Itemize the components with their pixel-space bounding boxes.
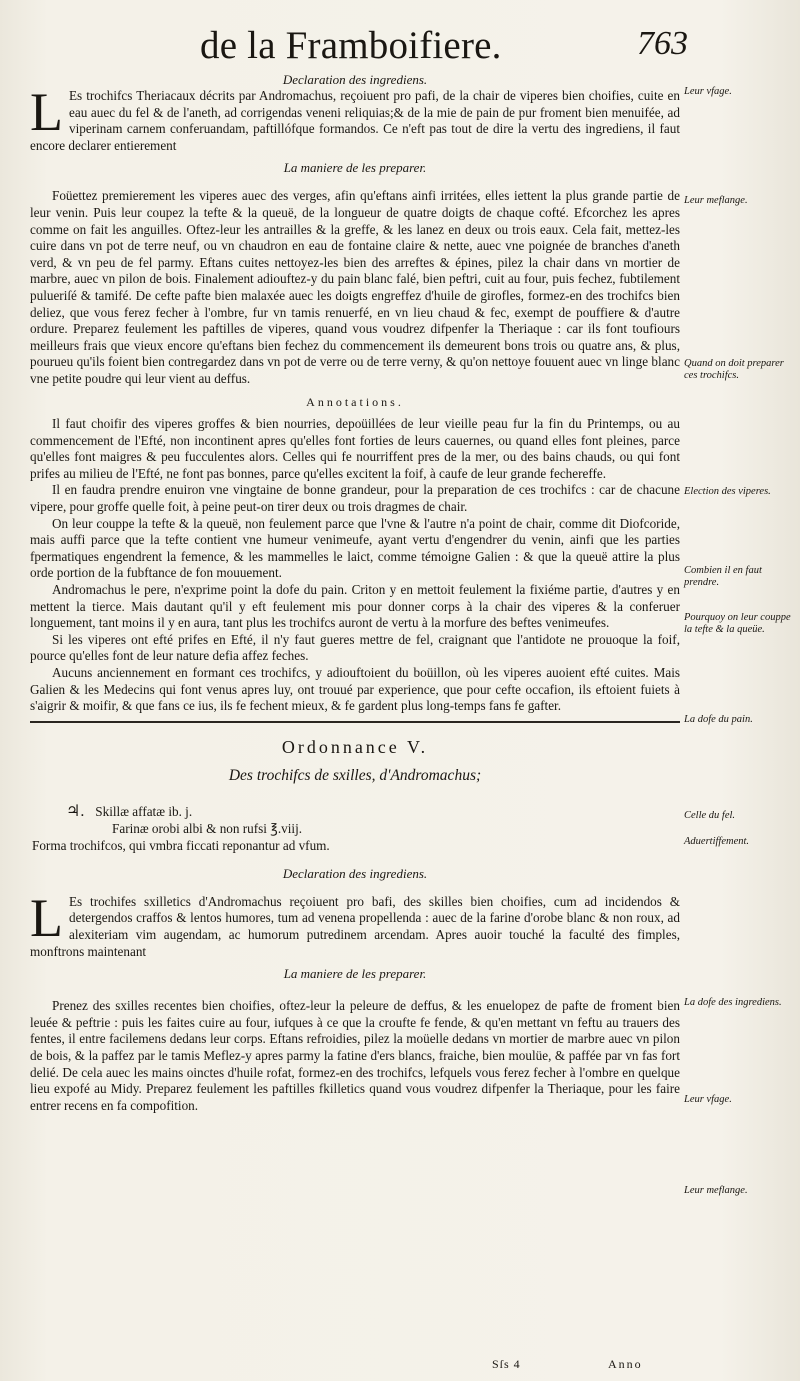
recipe-symbol: ♃.	[66, 802, 85, 820]
margin-note: Celle du fel.	[684, 810, 736, 821]
declaration-paragraph	[30, 887, 680, 960]
ordonnance-subtitle: Des trochifcs de sxilles, d'Andromachus;	[228, 766, 482, 784]
drop-cap: L	[30, 82, 63, 142]
running-title: de la Framboifiere.	[200, 24, 502, 67]
drop-cap: L	[30, 887, 63, 948]
ordonnance-title: Ordonnance V.	[281, 736, 429, 757]
margin-note: La dofe du pain.	[684, 714, 753, 725]
section-subheading-preparation: La maniere de les preparer.	[283, 966, 427, 982]
margin-note: Leur vfage.	[684, 86, 732, 97]
recipe-line-text: Skillæ affatæ ib. j.	[95, 803, 193, 819]
recipe-line: Forma trochifcos, qui vmbra ficcati reponantur ad vfum.	[32, 837, 330, 853]
section-subheading-declaration: Declaration des ingrediens.	[282, 865, 428, 881]
recipe-line	[30, 803, 680, 820]
recipe-line: Farinæ orobi albi & non rufsi ℥.viij.	[112, 820, 303, 836]
annotation-paragraph: Si les viperes ont efté prifes en Efté, il n'y faut gueres mettre de fel, craignant que l'antidote ne prouoque la foif, pource qu'elles font de leur nature defia affez feches.	[30, 631, 680, 664]
signature-mark: Sſs 4	[492, 1357, 521, 1371]
catchword: Anno	[608, 1357, 643, 1371]
page-header	[30, 22, 688, 72]
declaration-text: Es trochifes sxilletics d'Andromachus reçoiuent pro bafi, des skilles bien choifies, cum ad incidendos & detergendos craffos & lentos humores, tum ad venena propellenda : auec de la farine d'orobe blanc & non roux, ad alexiteriam vim augendam, ac humorum putredinem arcendam. Apres auoir touché la faculté des fimples, monftrons maintenant	[30, 893, 680, 959]
margin-note: Leur meflange.	[684, 195, 748, 206]
main-text-column	[30, 22, 688, 1114]
margin-note: Aduertiffement.	[684, 836, 750, 847]
annotation-paragraph: Il faut choifir des viperes groffes & bien nourries, depoüillées de leur vieille peau fur la fin du Printemps, ou au commencement de l'Efté, non incontinent apres qu'elles font forties de leurs cauernes, ou quand elles font pleines, parce qu'elles font maigres & peu fucculentes alors. Celles qui fe nourriffent pres de la mer, ou des bains chauds, ou qui font prifes au milieu de l'Efté, ne font pas bonnes, parce qu'elles excitent la foif, à caufe de leur grande fechereffe.	[30, 416, 680, 481]
margin-note: Quand on doit preparer ces trochifcs.	[684, 358, 784, 381]
annotations-heading: Annotations.	[306, 394, 404, 409]
annotation-paragraph: Andromachus le pere, n'exprime point la dofe du pain. Criton y en mettoit feulement la fixiéme partie, d'autres y en mettent la tierce. Mais dautant qu'il y eft feulement mis pour donner corps à la chair des viperes & la conferuer longuement, tant moins il y en aura, tant plus les trochifcs auront de vertu à la morfure des beftes venimeufes.	[30, 582, 680, 631]
margin-note: Pourquoy on leur couppe la tefte & la queüe.	[684, 612, 791, 635]
margin-note: Leur meflange.	[684, 1185, 748, 1196]
annotation-paragraph: Aucuns anciennement en formant ces trochifcs, y adiouftoient du boüillon, où les viperes auoient efté cuites. Mais Galien & les Medecins qui font venus apres luy, ont trouué par experience, que pour cefte occafion, ils eftoient fuiets à s'aigrir & moifir, & que fans ce ius, ils fe fechent mieux, & fe gardent plus long-temps fans fe gafter.	[30, 665, 680, 714]
preparation-paragraph: Prenez des sxilles recentes bien choifies, oftez-leur la peleure de deffus, & les enuelopez de pafte de froment bien leuée & peftrie : puis les faites cuire au four, iufques à ce que la croufte fe fende, & qu'en mettant vn feftu au trauers des fentes, il entre facilemens dedans leur corps. Eftans refroidies, pilez la moüelle dedans vn mortier de marbre auec vn pilon de bois, & la paffez par le tamis Meflez-y apres parmy la fatine d'ers blancs, fraiche, bien moulüe, & paffée par vn fas fort delié. De cela auec les mains oinctes d'huile rofat, formez-en des trochifcs, lefquels vous ferez fecher à l'ombre en quelque lieu expofé au Midy. Preparez feulement les paftilles fkilletics quand vous voudrez difpenfer la Theriaque, pour les faire entrer recens en fa compofition.	[30, 998, 680, 1113]
preparation-paragraph: Foüettez premierement les viperes auec des verges, afin qu'eftans ainfi irritées, elles iettent la plus grande partie de leur venin. Puis leur coupez la tefte & la queuë, de la longueur de quatre doigts de chaque cofté. Efcorchez les apres comme on fait les anguilles. Oftez-leur les antrailles & la greffe, & les lanez en deux ou trois eaux. Cela fait, mettez-les cuire dans vn pot de terre neuf, ou vn chaudron en eau de fontaine claire & nette, auec vne poignée de branches d'aneth verd, & vn peu de fel parmy. Eftans cuites nettoyez-les bien des arreftes & épines, pilez la chair dans vn mortier de marbre, auec vn pilon de bois. Finalement adiouftez-y du pain blanc falé, bien peftri, cuit au four, puis fechez, fubtilement pulueriſé & tamifé. De cefte pafte bien malaxée auec les doigts engreffez d'huile de girofles, formez-en des trochifcs bien deliez, que vous ferez fecher à l'ombre, fur vn tamis renuerfé, en vn lieu chaud & fec, exempt de pouffiere & d'autre ordure. Preparez feulement les paftilles de viperes, quand vous voudrez difpenfer la Theriaque : car ils font toufiours meilleurs frais que vieux encore qu'eftans bien fechez du commencement ils demeurent bons trois ou quatre ans, & plus, pourueu qu'ils foient bien contregardez dans vn pot de verre ou de terre verny, & qu'on nettoye fouuent auec vn linge blanc vne petite poudre qui leur vient au deffus.	[30, 188, 680, 386]
margin-note: Leur vfage.	[684, 1094, 732, 1105]
margin-note: Election des viperes.	[684, 486, 771, 497]
declaration-text: Es trochifcs Theriacaux décrits par Andromachus, reçoiuent pro pafi, de la chair de viperes bien choifies, cuite en eau auec du fel & de l'aneth, ad corrigendas veneni reliquias;& de la mie de pain de pur froment bien menuifée, ad viperinam carnem conferuandam, paftillófque formandos. Ce n'eft pas tout de dire la vertu des ingrediens, il faut encore declarer entierement	[30, 88, 680, 153]
annotation-paragraph: Il en faudra prendre enuiron vne vingtaine de bonne grandeur, pour la preparation de ces trochifcs : car de chacune vipere, pour groffe quelle foit, à peine peut-on tirer deux ou trois dragmes de chair.	[30, 482, 680, 515]
annotation-paragraph: On leur couppe la tefte & la queuë, non feulement parce que l'vne & l'autre n'a point de chair, comme dit Diofcoride, mais auffi parce que la tefte contient vne humeur venimeufe, ayant vertu d'engendrer du venin, ainfi que les parties fpermatiques engendrent la femence, & les mammelles le laict, comme témoigne Galien : & que la queuë attire la plus orde portion de la fubftance de fon mouuement.	[30, 515, 680, 581]
declaration-paragraph	[30, 82, 680, 154]
section-subheading-declaration: Declaration des ingrediens.	[282, 72, 428, 87]
margin-note: La dofe des ingrediens.	[684, 997, 782, 1008]
page-number: 763	[637, 25, 688, 62]
margin-note: Combien il en faut prendre.	[684, 565, 762, 588]
section-subheading-preparation: La maniere de les preparer.	[283, 160, 427, 176]
